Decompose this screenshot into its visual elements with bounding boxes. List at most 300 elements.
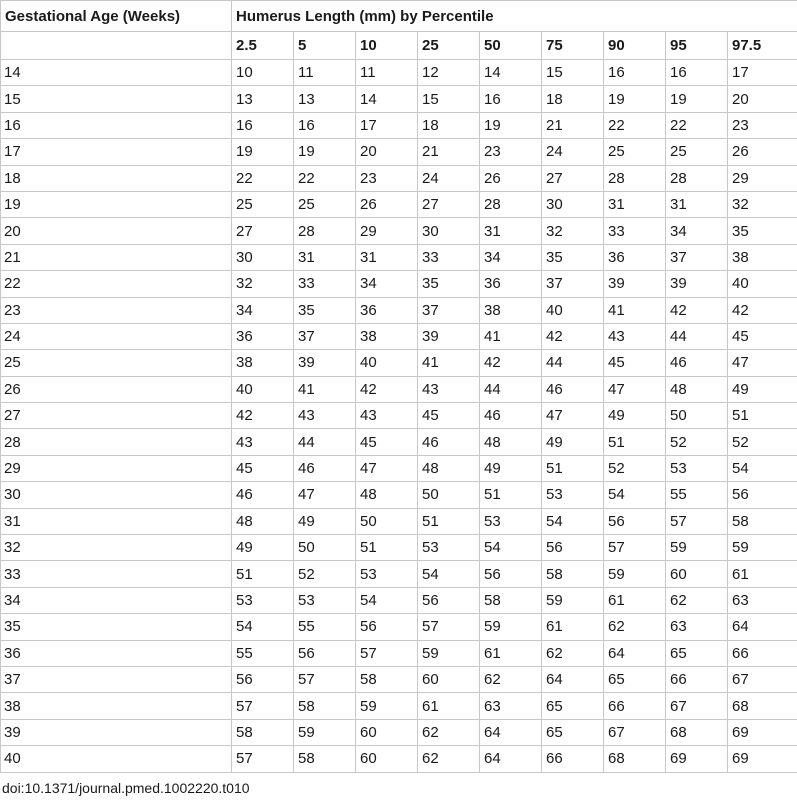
humerus-length-cell: 27 [232,218,294,244]
humerus-length-cell: 49 [604,403,666,429]
humerus-length-cell: 45 [418,403,480,429]
humerus-length-cell: 44 [666,323,728,349]
humerus-length-cell: 46 [294,455,356,481]
humerus-length-cell: 23 [728,112,797,138]
humerus-length-cell: 58 [232,719,294,745]
humerus-length-cell: 41 [294,376,356,402]
humerus-length-cell: 39 [666,271,728,297]
table-row [1,403,797,429]
humerus-length-cell: 32 [542,218,604,244]
table-row [1,746,797,772]
percentile-header-cell: 90 [604,32,666,60]
humerus-length-cell: 18 [542,86,604,112]
humerus-length-cell: 42 [480,350,542,376]
humerus-length-cell: 52 [666,429,728,455]
humerus-length-cell: 53 [294,587,356,613]
table-row [1,587,797,613]
table-row [1,112,797,138]
humerus-length-cell: 63 [666,614,728,640]
humerus-length-cell: 62 [542,640,604,666]
table-row [1,535,797,561]
humerus-length-cell: 62 [418,746,480,772]
humerus-length-cell: 28 [604,165,666,191]
humerus-length-cell: 48 [666,376,728,402]
humerus-length-cell: 57 [356,640,418,666]
header-row-top [1,1,797,32]
humerus-length-cell: 61 [604,587,666,613]
gestational-age-cell: 39 [1,719,232,745]
humerus-length-cell: 56 [294,640,356,666]
humerus-length-cell: 66 [666,666,728,692]
humerus-length-cell: 34 [480,244,542,270]
humerus-length-cell: 19 [232,139,294,165]
humerus-length-cell: 40 [356,350,418,376]
humerus-length-cell: 52 [728,429,797,455]
gestational-age-cell: 40 [1,746,232,772]
humerus-length-cell: 42 [728,297,797,323]
humerus-length-cell: 53 [232,587,294,613]
humerus-length-cell: 39 [604,271,666,297]
humerus-length-cell: 69 [728,719,797,745]
humerus-length-cell: 42 [666,297,728,323]
humerus-length-cell: 42 [232,403,294,429]
row-label-header: Gestational Age (Weeks) [1,1,232,32]
humerus-length-cell: 59 [604,561,666,587]
humerus-length-cell: 43 [294,403,356,429]
humerus-length-cell: 47 [356,455,418,481]
humerus-length-cell: 65 [666,640,728,666]
humerus-length-cell: 36 [356,297,418,323]
gestational-age-cell: 25 [1,350,232,376]
humerus-length-cell: 57 [232,746,294,772]
humerus-length-cell: 12 [418,60,480,86]
gestational-age-cell: 21 [1,244,232,270]
humerus-length-cell: 59 [356,693,418,719]
humerus-length-cell: 59 [294,719,356,745]
humerus-length-cell: 27 [418,191,480,217]
humerus-length-cell: 31 [666,191,728,217]
humerus-length-cell: 19 [480,112,542,138]
humerus-length-cell: 47 [604,376,666,402]
table-row [1,271,797,297]
humerus-length-cell: 52 [604,455,666,481]
humerus-length-cell: 19 [294,139,356,165]
table-row [1,323,797,349]
humerus-length-cell: 20 [356,139,418,165]
humerus-length-cell: 51 [480,482,542,508]
humerus-length-cell: 63 [728,587,797,613]
humerus-length-cell: 33 [294,271,356,297]
humerus-length-cell: 35 [542,244,604,270]
humerus-length-cell: 35 [294,297,356,323]
humerus-length-cell: 59 [480,614,542,640]
humerus-length-cell: 16 [666,60,728,86]
humerus-length-cell: 42 [542,323,604,349]
humerus-length-cell: 58 [356,666,418,692]
percentile-header-cell: 75 [542,32,604,60]
humerus-length-cell: 48 [356,482,418,508]
humerus-length-cell: 57 [232,693,294,719]
humerus-length-cell: 40 [542,297,604,323]
humerus-length-cell: 23 [356,165,418,191]
humerus-length-cell: 29 [728,165,797,191]
humerus-length-cell: 66 [542,746,604,772]
humerus-length-cell: 32 [232,271,294,297]
humerus-length-cell: 46 [418,429,480,455]
humerus-length-cell: 27 [542,165,604,191]
humerus-length-cell: 25 [232,191,294,217]
humerus-length-cell: 11 [294,60,356,86]
humerus-length-cell: 13 [232,86,294,112]
humerus-length-cell: 56 [356,614,418,640]
gestational-age-cell: 33 [1,561,232,587]
humerus-length-cell: 65 [542,719,604,745]
humerus-length-cell: 31 [480,218,542,244]
humerus-length-cell: 41 [418,350,480,376]
humerus-length-cell: 56 [232,666,294,692]
gestational-age-cell: 35 [1,614,232,640]
humerus-length-cell: 51 [728,403,797,429]
humerus-length-cell: 43 [418,376,480,402]
humerus-length-cell: 54 [542,508,604,534]
humerus-length-cell: 59 [418,640,480,666]
humerus-length-cell: 64 [728,614,797,640]
percentile-header-cell: 2.5 [232,32,294,60]
humerus-length-cell: 33 [604,218,666,244]
humerus-length-cell: 35 [728,218,797,244]
humerus-length-cell: 38 [728,244,797,270]
humerus-length-cell: 49 [232,535,294,561]
humerus-length-cell: 37 [666,244,728,270]
humerus-length-cell: 68 [728,693,797,719]
table-row [1,614,797,640]
humerus-length-cell: 61 [728,561,797,587]
humerus-length-cell: 55 [294,614,356,640]
table-row [1,139,797,165]
humerus-length-cell: 48 [418,455,480,481]
humerus-length-cell: 28 [294,218,356,244]
humerus-length-cell: 24 [542,139,604,165]
humerus-length-cell: 42 [356,376,418,402]
table-row [1,482,797,508]
humerus-length-cell: 48 [480,429,542,455]
table-row [1,429,797,455]
humerus-length-cell: 23 [480,139,542,165]
table-row [1,297,797,323]
humerus-length-cell: 47 [728,350,797,376]
humerus-length-cell: 69 [728,746,797,772]
humerus-length-cell: 44 [542,350,604,376]
humerus-length-cell: 62 [666,587,728,613]
humerus-length-cell: 51 [542,455,604,481]
humerus-length-cell: 50 [356,508,418,534]
gestational-age-cell: 26 [1,376,232,402]
table-row [1,508,797,534]
humerus-length-cell: 56 [418,587,480,613]
humerus-length-cell: 30 [418,218,480,244]
humerus-length-cell: 31 [356,244,418,270]
gestational-age-cell: 15 [1,86,232,112]
humerus-length-cell: 64 [480,719,542,745]
humerus-length-cell: 54 [728,455,797,481]
humerus-length-cell: 58 [542,561,604,587]
table-row [1,719,797,745]
humerus-length-cell: 48 [232,508,294,534]
humerus-length-cell: 51 [232,561,294,587]
humerus-length-cell: 55 [232,640,294,666]
humerus-length-cell: 46 [232,482,294,508]
table-row [1,666,797,692]
table-row [1,165,797,191]
humerus-length-cell: 36 [604,244,666,270]
gestational-age-cell: 19 [1,191,232,217]
humerus-length-cell: 53 [418,535,480,561]
humerus-length-cell: 57 [294,666,356,692]
humerus-length-cell: 37 [542,271,604,297]
humerus-length-cell: 64 [604,640,666,666]
humerus-length-cell: 66 [728,640,797,666]
gestational-age-cell: 27 [1,403,232,429]
humerus-length-cell: 45 [728,323,797,349]
humerus-length-cell: 53 [356,561,418,587]
humerus-length-cell: 10 [232,60,294,86]
humerus-length-cell: 16 [480,86,542,112]
humerus-length-cell: 50 [418,482,480,508]
humerus-length-cell: 16 [294,112,356,138]
humerus-length-cell: 17 [728,60,797,86]
humerus-length-cell: 50 [294,535,356,561]
humerus-length-cell: 26 [480,165,542,191]
humerus-length-cell: 43 [232,429,294,455]
gestational-age-cell: 14 [1,60,232,86]
humerus-length-cell: 25 [604,139,666,165]
humerus-length-cell: 57 [418,614,480,640]
humerus-length-cell: 65 [542,693,604,719]
humerus-length-cell: 69 [666,746,728,772]
humerus-length-cell: 64 [480,746,542,772]
gestational-age-cell: 22 [1,271,232,297]
humerus-length-cell: 45 [232,455,294,481]
humerus-length-cell: 60 [356,746,418,772]
humerus-length-cell: 49 [294,508,356,534]
humerus-length-cell: 19 [604,86,666,112]
humerus-length-cell: 26 [728,139,797,165]
humerus-length-cell: 45 [604,350,666,376]
humerus-length-cell: 43 [604,323,666,349]
group-label-header: Humerus Length (mm) by Percentile [232,1,797,32]
humerus-length-cell: 32 [728,191,797,217]
percentile-header-cell: 10 [356,32,418,60]
humerus-length-cell: 60 [666,561,728,587]
table-body [1,60,797,773]
table-row [1,640,797,666]
humerus-length-cell: 13 [294,86,356,112]
gestational-age-cell: 20 [1,218,232,244]
humerus-length-cell: 62 [604,614,666,640]
humerus-length-cell: 57 [604,535,666,561]
gestational-age-cell: 31 [1,508,232,534]
humerus-length-cell: 54 [418,561,480,587]
humerus-length-cell: 18 [418,112,480,138]
percentile-header-cell: 50 [480,32,542,60]
gestational-age-cell: 18 [1,165,232,191]
humerus-length-cell: 64 [542,666,604,692]
humerus-length-cell: 45 [356,429,418,455]
humerus-length-cell: 24 [418,165,480,191]
humerus-length-cell: 20 [728,86,797,112]
humerus-length-cell: 66 [604,693,666,719]
humerus-length-cell: 59 [728,535,797,561]
humerus-length-cell: 26 [356,191,418,217]
humerus-length-cell: 19 [666,86,728,112]
humerus-length-cell: 40 [232,376,294,402]
humerus-length-cell: 57 [666,508,728,534]
humerus-length-cell: 16 [604,60,666,86]
humerus-length-cell: 54 [604,482,666,508]
humerus-length-cell: 58 [294,693,356,719]
humerus-length-cell: 21 [418,139,480,165]
percentile-header-row [1,32,797,60]
table-row [1,350,797,376]
percentile-header-cell: 25 [418,32,480,60]
humerus-length-cell: 41 [604,297,666,323]
humerus-length-cell: 67 [666,693,728,719]
humerus-length-cell: 51 [356,535,418,561]
humerus-length-cell: 28 [480,191,542,217]
humerus-length-cell: 38 [232,350,294,376]
humerus-length-cell: 16 [232,112,294,138]
humerus-length-cell: 49 [542,429,604,455]
empty-header-cell [1,32,232,60]
table-row [1,218,797,244]
humerus-length-cell: 58 [294,746,356,772]
table-row [1,86,797,112]
gestational-age-cell: 24 [1,323,232,349]
humerus-length-cell: 25 [294,191,356,217]
table-row [1,693,797,719]
table-row [1,244,797,270]
humerus-length-cell: 54 [480,535,542,561]
humerus-length-cell: 50 [666,403,728,429]
humerus-length-cell: 28 [666,165,728,191]
humerus-length-cell: 31 [604,191,666,217]
gestational-age-cell: 29 [1,455,232,481]
humerus-length-cell: 17 [356,112,418,138]
humerus-length-cell: 14 [480,60,542,86]
gestational-age-cell: 38 [1,693,232,719]
humerus-length-cell: 51 [418,508,480,534]
humerus-length-cell: 36 [480,271,542,297]
doi-caption: doi:10.1371/journal.pmed.1002220.t010 [2,780,250,796]
humerus-length-cell: 53 [542,482,604,508]
humerus-length-cell: 61 [480,640,542,666]
humerus-length-cell: 36 [232,323,294,349]
humerus-length-cell: 46 [542,376,604,402]
gestational-age-cell: 34 [1,587,232,613]
humerus-length-cell: 68 [666,719,728,745]
humerus-length-cell: 67 [604,719,666,745]
percentile-header-cell: 95 [666,32,728,60]
humerus-length-cell: 49 [728,376,797,402]
percentile-header-cell: 97.5 [728,32,797,60]
humerus-length-cell: 40 [728,271,797,297]
humerus-length-cell: 46 [666,350,728,376]
humerus-length-cell: 22 [294,165,356,191]
humerus-length-cell: 30 [542,191,604,217]
humerus-length-cell: 58 [728,508,797,534]
humerus-length-cell: 56 [480,561,542,587]
humerus-length-cell: 34 [666,218,728,244]
humerus-length-cell: 44 [480,376,542,402]
humerus-length-cell: 65 [604,666,666,692]
humerus-length-cell: 54 [232,614,294,640]
humerus-length-cell: 55 [666,482,728,508]
humerus-length-cell: 14 [356,86,418,112]
gestational-age-cell: 23 [1,297,232,323]
humerus-length-cell: 43 [356,403,418,429]
humerus-length-cell: 59 [542,587,604,613]
humerus-length-cell: 30 [232,244,294,270]
gestational-age-cell: 37 [1,666,232,692]
humerus-length-cell: 21 [542,112,604,138]
humerus-length-cell: 34 [232,297,294,323]
humerus-length-cell: 41 [480,323,542,349]
humerus-length-cell: 54 [356,587,418,613]
humerus-length-cell: 33 [418,244,480,270]
humerus-length-cell: 62 [480,666,542,692]
table-row [1,376,797,402]
humerus-length-cell: 60 [356,719,418,745]
humerus-length-cell: 61 [418,693,480,719]
humerus-length-cell: 51 [604,429,666,455]
humerus-length-cell: 56 [542,535,604,561]
humerus-length-cell: 15 [418,86,480,112]
gestational-age-cell: 17 [1,139,232,165]
table-header [1,1,797,60]
percentile-header-cell: 5 [294,32,356,60]
table-row [1,455,797,481]
humerus-length-cell: 35 [418,271,480,297]
humerus-length-cell: 58 [480,587,542,613]
humerus-length-cell: 67 [728,666,797,692]
humerus-length-cell: 11 [356,60,418,86]
gestational-age-cell: 16 [1,112,232,138]
table-row [1,561,797,587]
humerus-length-cell: 37 [418,297,480,323]
humerus-length-cell: 49 [480,455,542,481]
humerus-length-cell: 46 [480,403,542,429]
humerus-length-cell: 62 [418,719,480,745]
humerus-length-cell: 25 [666,139,728,165]
humerus-length-cell: 15 [542,60,604,86]
humerus-length-cell: 47 [294,482,356,508]
humerus-length-cell: 38 [356,323,418,349]
humerus-length-cell: 53 [480,508,542,534]
gestational-age-cell: 28 [1,429,232,455]
humerus-length-cell: 56 [728,482,797,508]
gestational-age-cell: 30 [1,482,232,508]
table-row [1,60,797,86]
humerus-length-cell: 38 [480,297,542,323]
humerus-length-cell: 37 [294,323,356,349]
gestational-age-cell: 32 [1,535,232,561]
humerus-length-cell: 68 [604,746,666,772]
humerus-length-cell: 22 [604,112,666,138]
humerus-length-cell: 56 [604,508,666,534]
humerus-length-cell: 31 [294,244,356,270]
humerus-length-cell: 53 [666,455,728,481]
humerus-length-cell: 29 [356,218,418,244]
